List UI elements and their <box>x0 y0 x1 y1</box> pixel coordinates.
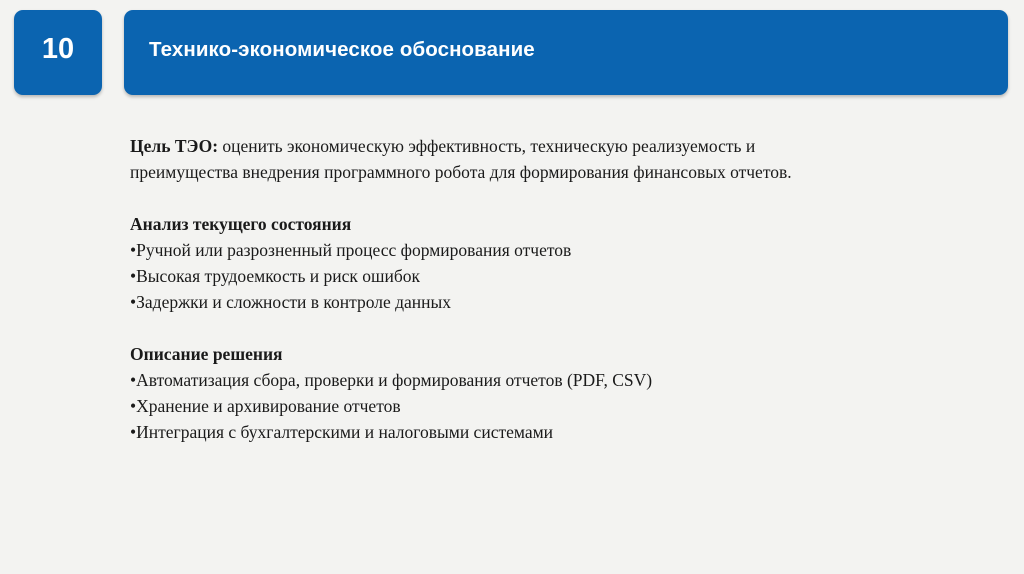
solution-item: •Автоматизация сбора, проверки и формирования отчетов (PDF, CSV) <box>130 370 653 390</box>
analysis-item: •Ручной или разрозненный процесс формирования отчетов <box>130 240 572 260</box>
analysis-item: •Высокая трудоемкость и риск ошибок <box>130 266 421 286</box>
goal-line-1 <box>130 133 990 159</box>
spacer <box>130 185 990 211</box>
slide-number-badge <box>14 10 102 95</box>
goal-text-1: оценить экономическую эффективность, техническую реализуемость и <box>218 136 756 156</box>
goal-text-2: преимущества внедрения программного робота для формирования финансовых отчетов. <box>130 162 792 182</box>
solution-heading: Описание решения <box>130 344 283 364</box>
analysis-item: •Задержки и сложности в контроле данных <box>130 292 452 312</box>
goal-label: Цель ТЭО: <box>130 136 219 156</box>
analysis-heading: Анализ текущего состояния <box>130 214 352 234</box>
slide-number: 10 <box>41 33 75 65</box>
title-bar <box>124 10 1008 95</box>
spacer <box>130 315 990 341</box>
solution-item: •Интеграция с бухгалтерскими и налоговыми системами <box>130 422 554 442</box>
slide-content <box>130 133 990 445</box>
slide-title: Технико-экономическое обоснование <box>149 37 535 61</box>
solution-item: •Хранение и архивирование отчетов <box>130 396 401 416</box>
